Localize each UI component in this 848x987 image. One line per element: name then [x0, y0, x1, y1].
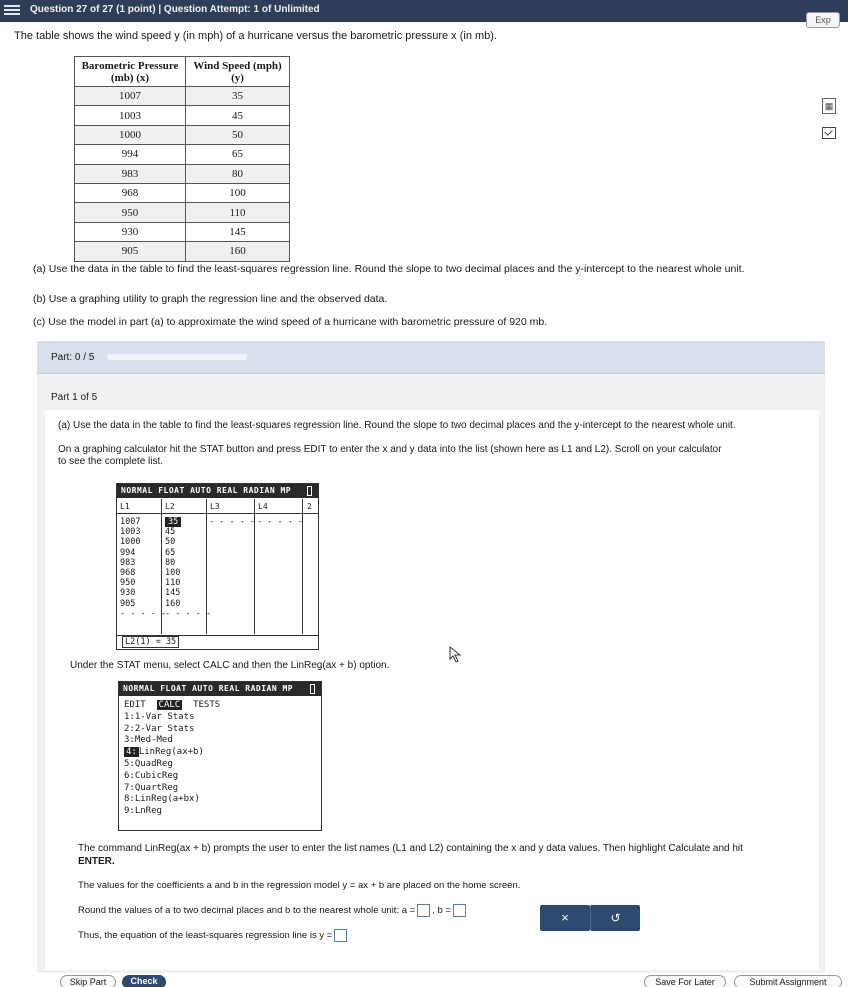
cell-x: 1003 [75, 106, 186, 125]
tab-calc: CALC [158, 700, 181, 710]
calc-status-bar: NORMAL FLOAT AUTO REAL RADIAN MP [121, 486, 292, 495]
submit-assignment-button[interactable]: Submit Assignment [734, 975, 842, 987]
calculator-icon[interactable]: ▦ [822, 98, 836, 114]
skip-part-button[interactable]: Skip Part [60, 975, 116, 987]
instruction-5: ENTER. [78, 856, 115, 867]
instruction-2: to see the complete list. [58, 456, 164, 467]
column-l3: L3 [210, 502, 220, 511]
save-for-later-button[interactable]: Save For Later [644, 975, 726, 987]
menu-item: 1:1-Var Stats [124, 711, 195, 722]
part-progress-bar [37, 341, 825, 373]
equation-input[interactable] [334, 929, 347, 942]
battery-icon [307, 486, 312, 496]
table-row [75, 203, 290, 222]
check-button[interactable]: Check [122, 975, 166, 987]
instruction-1: On a graphing calculator hit the STAT button and press EDIT to enter the x and y data into the list (shown here as L1 and L2). Scroll on your calculator [58, 444, 722, 455]
menu-item: 3:Med-Med [124, 735, 173, 746]
l2-values: 35 45 50 65 80 100 110 145 160 - - - - - [165, 517, 212, 619]
menu-icon[interactable] [4, 3, 20, 17]
part-header: Part 1 of 5 [51, 392, 98, 403]
l3-values: - - - - - [209, 517, 256, 527]
calc-footer: L2(1) = 35 [117, 635, 319, 649]
cell-x: 1007 [75, 87, 186, 106]
cell-y: 50 [186, 125, 290, 144]
cell-y: 80 [186, 164, 290, 183]
column-l1: L1 [120, 502, 130, 511]
cell-x: 905 [75, 242, 186, 261]
expand-button[interactable]: Exp [806, 12, 840, 28]
menu-item: 8:LinReg(a+bx) [124, 794, 200, 805]
menu-item: 7:QuartReg [124, 782, 179, 793]
table-header-pressure: Barometric Pressure (mb) (x) [75, 57, 186, 87]
cell-y: 35 [186, 87, 290, 106]
calc-status-bar: NORMAL FLOAT AUTO REAL RADIAN MP [123, 684, 294, 693]
question-b: (b) Use a graphing utility to graph the regression line and the observed data. [33, 293, 388, 305]
menu-item: 6:CubicReg [124, 770, 179, 781]
table-row [75, 145, 290, 164]
cell-y: 160 [186, 242, 290, 261]
progress-track [107, 354, 247, 360]
column-index: 2 [307, 502, 312, 511]
calc-menu [124, 700, 220, 818]
data-table [74, 56, 290, 262]
cell-y: 145 [186, 222, 290, 241]
equation-instruction: Thus, the equation of the least-squares regression line is y = [78, 929, 349, 942]
cell-x: 983 [75, 164, 186, 183]
mouse-cursor-icon [448, 645, 466, 663]
cell-x: 1000 [75, 125, 186, 144]
part-prompt: (a) Use the data in the table to find the least-squares regression line. Round the slope to two decimal places and the y-intercept to the nearest whole unit. [58, 420, 736, 431]
selected-cell: 35 [165, 517, 181, 527]
calculator-screen-stat [116, 483, 319, 650]
intro-text: The table shows the wind speed y (in mph) of a hurricane versus the barometric pressure x (in mb). [14, 30, 497, 42]
cell-y: 110 [186, 203, 290, 222]
question-a: (a) Use the data in the table to find the least-squares regression line. Round the slope to two decimal places and the y-intercept to the nearest whole unit. [33, 263, 745, 275]
cell-x: 994 [75, 145, 186, 164]
tab-edit: EDIT [124, 700, 146, 710]
question-c: (c) Use the model in part (a) to approximate the wind speed of a hurricane with barometric pressure of 920 mb. [33, 316, 548, 328]
tab-tests: TESTS [193, 700, 221, 710]
menu-item-selected: 4: LinReg(ax+b) [126, 747, 204, 758]
instruction-6: The values for the coefficients a and b in the regression model y = ax + b are placed on the home screen. [78, 880, 521, 891]
column-l4: L4 [258, 502, 268, 511]
cell-y: 45 [186, 106, 290, 125]
l1-values: 1007 1003 1000 994 983 968 950 930 905 - - - - - [120, 517, 167, 619]
answer-b-input[interactable] [453, 904, 466, 917]
answer-a-input[interactable] [417, 904, 430, 917]
table-row [75, 222, 290, 241]
menu-item: 2:2-Var Stats [124, 723, 195, 734]
table-row [75, 164, 290, 183]
menu-item: 5:QuadReg [124, 758, 173, 769]
progress-label: Part: 0 / 5 [51, 352, 95, 363]
calculator-screen-calc [118, 681, 322, 831]
menu-item: 9:LnReg [124, 806, 162, 817]
table-row [75, 242, 290, 261]
instruction-3: Under the STAT menu, select CALC and then the LinReg(ax + b) option. [70, 660, 390, 671]
cell-y: 65 [186, 145, 290, 164]
l4-values: - - - - - [257, 517, 304, 527]
cell-y: 100 [186, 183, 290, 202]
question-title: Question 27 of 27 (1 point) | Question Attempt: 1 of Unlimited [30, 4, 320, 15]
clear-button[interactable]: × [540, 905, 590, 931]
cell-x: 930 [75, 222, 186, 241]
table-header-wind: Wind Speed (mph) (y) [186, 57, 290, 87]
battery-icon [310, 684, 315, 694]
round-instruction: Round the values of a to two decimal places and b to the nearest whole unit: a = , b = [78, 904, 468, 917]
undo-button[interactable]: ↺ [590, 905, 640, 931]
cell-x: 950 [75, 203, 186, 222]
instruction-4: The command LinReg(ax + b) prompts the user to enter the list names (L1 and L2) containing the x and y data values. Then highlight Calculate and hit [78, 843, 743, 854]
checkbox-icon[interactable] [822, 127, 836, 139]
top-bar [0, 0, 848, 22]
column-l2: L2 [165, 502, 175, 511]
table-row [75, 125, 290, 144]
cell-x: 968 [75, 183, 186, 202]
table-row [75, 87, 290, 106]
table-row [75, 106, 290, 125]
table-row [75, 183, 290, 202]
